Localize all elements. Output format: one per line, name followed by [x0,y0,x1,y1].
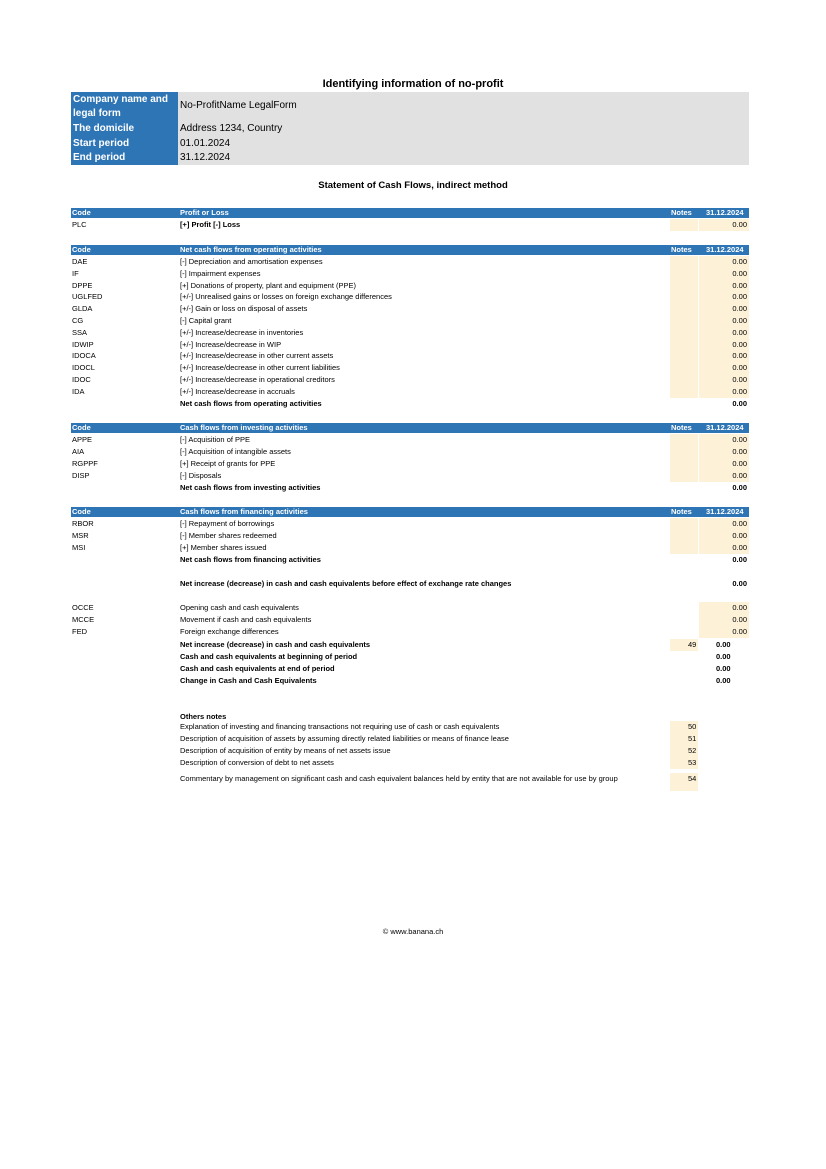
row-desc: Description of acquisition of entity by means of net assets issue [180,746,391,755]
row-desc: Description of acquisition of assets by assuming directly related liabilities or means of finance lease [180,734,509,743]
row-value: 0.00 [732,386,747,396]
header-title: Net cash flows from operating activities [180,245,322,254]
row-desc: [-] Disposals [180,471,222,480]
row-code: DPPE [72,280,93,290]
table-row [71,675,749,687]
row-desc: Movement if cash and cash equivalents [180,615,312,624]
header-code: Code [72,208,91,217]
row-code: UGLFED [72,292,103,302]
row-code: GLDA [72,304,93,314]
table-row [71,614,749,626]
row-code: CG [72,316,84,325]
table-row [71,339,749,351]
row-code: IDA [72,386,85,396]
row-desc: [+/-] Increase/decrease in WIP [180,339,282,349]
row-code: AIA [72,447,85,456]
row-desc: [+/-] Increase/decrease in other current liabilities [180,363,340,373]
table-row [71,280,749,292]
header-date: 31.12.2024 [706,507,744,516]
row-value: 0.00 [716,640,731,649]
row-value: 0.00 [732,375,747,384]
table-row [71,256,749,268]
table-row [71,663,749,675]
row-value: 0.00 [732,280,747,290]
notes-cell[interactable] [670,434,698,446]
row-desc: Explanation of investing and financing transactions not requiring use of cash or cash equivalents [180,722,500,731]
table-row [71,530,749,542]
row-desc: [-] Impairment expenses [180,268,261,278]
row-code: IF [72,268,79,278]
net-increase-label: Net increase (decrease) in cash and cash equivalents before effect of exchange rate changes [180,579,512,588]
row-value: 0.00 [732,351,747,361]
table-row [71,470,749,482]
table-row [71,268,749,280]
table-row [71,745,749,757]
row-desc: [+] Member shares issued [180,543,267,552]
row-code: DAE [72,257,88,266]
row-value: 0.00 [716,676,731,685]
row-desc: [+/-] Unrealised gains or losses on foreign exchange differences [180,292,392,302]
identity-value: Address 1234, Country [178,121,749,136]
row-desc: [+] Profit [-] Loss [180,220,241,229]
notes-cell[interactable] [670,315,698,327]
table-row [71,458,749,470]
row-desc: [-] Member shares redeemed [180,531,277,540]
identity-label: Company name and legal form [71,92,178,121]
row-code: IDOC [72,375,91,384]
header-title: Profit or Loss [180,208,229,217]
identity-label: End period [71,150,178,165]
row-desc: [+] Donations of property, plant and equipment (PPE) [180,280,357,290]
total-label: Net cash flows from financing activities [180,555,321,564]
total-row-investing [71,482,749,494]
table-row [71,518,749,530]
row-value: 0.00 [732,531,747,540]
row-value: 0.00 [732,292,747,302]
table-row [71,219,749,231]
row-code: DISP [72,471,90,480]
table-row [71,434,749,446]
row-value: 0.00 [732,615,747,624]
row-value: 0.00 [732,339,747,349]
header-code: Code [72,507,91,516]
table-row [71,733,749,745]
identity-value: No-ProfitName LegalForm [178,92,749,121]
table-row [71,773,749,791]
row-desc: Opening cash and cash equivalents [180,603,299,612]
row-value: 0.00 [732,471,747,480]
table-row [71,446,749,458]
page-title: Identifying information of no-profit [322,78,504,90]
table-row [71,757,749,769]
header-date: 31.12.2024 [706,245,744,254]
row-desc: Description of conversion of debt to net assets [180,758,334,767]
header-title: Cash flows from financing activities [180,507,308,516]
row-note: 54 [688,774,697,783]
row-code: MCCE [72,615,95,624]
row-desc: [+/-] Increase/decrease in other current assets [180,351,334,361]
table-row [71,303,749,315]
row-value: 0.00 [732,304,747,314]
row-note: 53 [688,758,697,767]
row-code: PLC [72,220,87,229]
row-desc: [+] Receipt of grants for PPE [180,459,276,468]
identity-row [71,121,749,136]
table-row [71,651,749,663]
notes-cell[interactable] [670,339,698,351]
row-code: IDOCL [72,363,95,373]
header-notes: Notes [671,208,692,217]
section-header-profit [71,208,749,218]
section-header-financing [71,507,749,517]
total-value: 0.00 [732,399,747,408]
footer-copyright: © www.banana.ch [382,927,444,936]
notes-cell[interactable] [670,530,698,542]
identity-value: 01.01.2024 [178,136,749,150]
row-value: 0.00 [716,664,731,673]
row-value: 0.00 [732,459,747,468]
table-row [71,291,749,303]
row-desc: [-] Repayment of borrowings [180,519,275,528]
notes-cell[interactable] [670,458,698,470]
net-increase-before-fx-row [71,578,749,590]
statement-title: Statement of Cash Flows, indirect method [318,180,508,191]
notes-cell[interactable] [670,374,698,386]
notes-cell[interactable] [670,268,698,280]
total-row-operating [71,398,749,410]
table-row [71,315,749,327]
notes-cell[interactable] [670,446,698,458]
row-desc: Foreign exchange differences [180,627,279,636]
row-desc: [-] Acquisition of PPE [180,435,251,444]
row-value: 0.00 [732,327,747,337]
row-code: IDOCA [72,351,96,361]
notes-cell[interactable] [670,327,698,339]
total-label: Net cash flows from operating activities [180,399,322,408]
total-value: 0.00 [732,483,747,492]
table-row [71,542,749,554]
notes-cell[interactable] [670,350,698,362]
identity-value: 31.12.2024 [178,150,749,165]
table-row [71,626,749,638]
notes-cell[interactable] [670,470,698,482]
row-code: IDWIP [72,339,94,349]
table-row [71,362,749,374]
row-code: OCCE [72,603,94,612]
row-value: 0.00 [732,435,747,444]
notes-cell[interactable] [670,386,698,398]
notes-cell[interactable] [670,542,698,554]
identity-label: The domicile [71,121,178,136]
others-notes-title: Others notes [180,712,227,721]
row-note: 51 [688,734,697,743]
notes-cell[interactable] [670,256,698,268]
row-desc: Change in Cash and Cash Equivalents [180,676,317,685]
row-code: FED [72,627,87,636]
total-label: Net cash flows from investing activities [180,483,321,492]
header-code: Code [72,245,91,254]
identity-label: Start period [71,136,178,150]
table-row [71,721,749,733]
header-date: 31.12.2024 [706,208,744,217]
row-value: 0.00 [732,543,747,552]
row-code: APPE [72,435,93,444]
row-value: 0.00 [732,316,747,325]
notes-cell[interactable] [670,291,698,303]
header-notes: Notes [671,423,692,432]
row-value: 0.00 [716,652,731,661]
table-row [71,374,749,386]
row-desc: [-] Depreciation and amortisation expenses [180,257,323,266]
row-note: 50 [688,722,697,731]
section-header-operating [71,245,749,255]
row-desc: [-] Capital grant [180,316,232,325]
row-value: 0.00 [732,519,747,528]
table-row [71,386,749,398]
notes-cell[interactable] [670,280,698,292]
row-code: RBOR [72,519,94,528]
row-code: MSR [72,531,89,540]
notes-cell[interactable] [670,362,698,374]
header-date: 31.12.2024 [706,423,744,432]
row-desc: Cash and cash equivalents at end of period [180,664,335,673]
row-code: RGPPF [72,459,98,468]
header-notes: Notes [671,245,692,254]
row-value: 0.00 [732,447,747,456]
row-value: 0.00 [732,627,747,636]
row-desc: [+/-] Increase/decrease in inventories [180,327,304,337]
row-desc: [+/-] Increase/decrease in operational creditors [180,375,335,384]
table-row [71,639,749,651]
row-desc: [+/-] Increase/decrease in accruals [180,386,295,396]
table-row [71,327,749,339]
row-note: 52 [688,746,697,755]
row-desc: Net increase (decrease) in cash and cash equivalents [180,640,371,649]
identity-row [71,92,749,121]
row-desc: [-] Acquisition of intangible assets [180,447,291,456]
header-notes: Notes [671,507,692,516]
header-code: Code [72,423,91,432]
row-value: 0.00 [732,363,747,373]
table-row [71,350,749,362]
row-code: SSA [72,327,88,337]
row-value: 0.00 [732,220,747,229]
row-note: 49 [688,640,697,649]
total-value: 0.00 [732,555,747,564]
identity-row [71,150,749,165]
header-title: Cash flows from investing activities [180,423,308,432]
row-value: 0.00 [732,257,747,266]
row-code: MSI [72,543,86,552]
net-increase-value: 0.00 [732,579,747,588]
row-desc: Cash and cash equivalents at beginning of period [180,652,358,661]
notes-cell[interactable] [670,303,698,315]
row-value: 0.00 [732,268,747,278]
notes-cell[interactable] [670,518,698,530]
section-header-investing [71,423,749,433]
row-desc: Commentary by management on significant cash and cash equivalent balances held by entity that are not available for use by group [180,774,618,783]
table-row [71,602,749,614]
row-desc: [+/-] Gain or loss on disposal of assets [180,304,308,314]
total-row-financing [71,554,749,566]
identity-row [71,136,749,150]
row-value: 0.00 [732,603,747,612]
notes-cell[interactable] [670,219,698,231]
